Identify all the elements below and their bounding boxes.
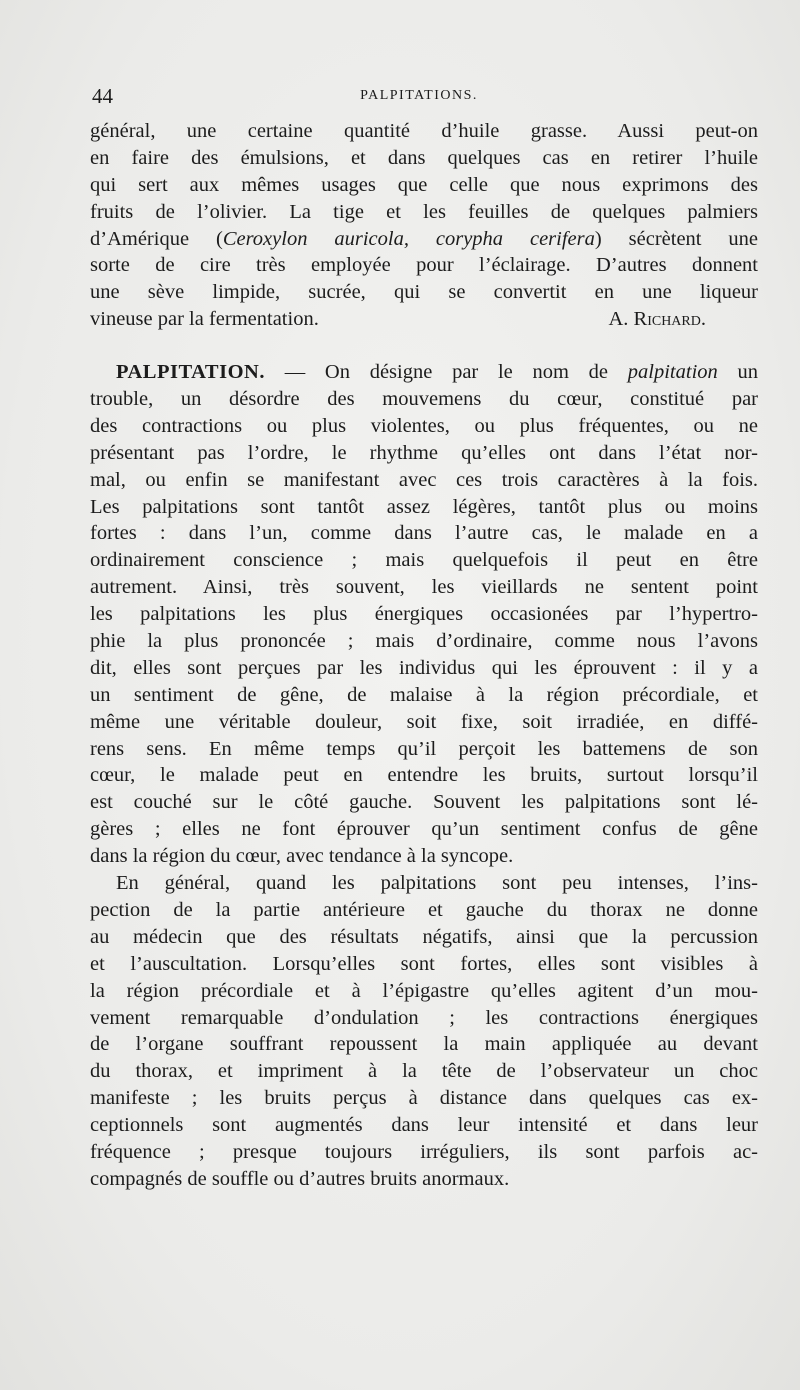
text-line: présentant pas l’ordre, le rhythme qu’elles ont dans l’état nor- [90,441,758,464]
text-line [90,306,758,333]
text-line: pection de la partie antérieure et gauche du thorax ne donne [90,898,758,921]
palmier-paragraph [90,118,758,333]
page-number: 44 [92,84,113,108]
text-line: la région précordiale et à l’épigastre qu’elles agitent d’un mou- [90,979,758,1002]
text-line: Les palpitations sont tantôt assez légères, tantôt plus ou moins [90,495,758,518]
text-line: et l’auscultation. Lorsqu’elles sont fortes, elles sont visibles à [90,952,758,975]
text-segment: — On désigne par le nom de [264,361,628,384]
second-paragraph [90,870,758,1193]
text-line: au médecin que des résultats négatifs, ainsi que la percussion [90,925,758,948]
author-signature: A. Richard. [608,308,706,331]
text-segment: ) sécrètent une [594,227,759,250]
text-line: les palpitations les plus énergiques occasionées par l’hypertro- [90,603,758,626]
text-line: cœur, le malade peut en entendre les bruits, surtout lorsqu’il [90,764,758,787]
text-line: ordinairement conscience ; mais quelquefois il peut en être [90,549,758,572]
text-line: un sentiment de gêne, de malaise à la région précordiale, et [90,683,758,706]
text-line: fréquence ; presque toujours irréguliers, ils sont parfois ac- [90,1140,758,1163]
text-line: en faire des émulsions, et dans quelques cas en retirer l’huile [90,146,758,169]
running-title: PALPITATIONS. [360,88,478,103]
text-line: compagnés de souffle ou d’autres bruits anormaux. [90,1167,510,1190]
text-segment: vineuse par la fermentation. [90,308,319,331]
text-segment: un [717,361,758,384]
text-line: du thorax, et impriment à la tête de l’observateur un choc [90,1060,758,1083]
text-line: gères ; elles ne font éprouver qu’un sentiment confus de gêne [90,818,758,841]
italic-species-names: Ceroxylon auricola, corypha cerifera [222,227,595,250]
text-line: même une véritable douleur, soit fixe, soit irradiée, en diffé- [90,710,758,733]
text-line: est couché sur le côté gauche. Souvent les palpitations sont lé- [90,791,758,814]
text-line: mal, ou enfin se manifestant avec ces trois caractères à la fois. [90,468,758,491]
entry-term: PALPITATION. [116,361,265,384]
text-line: trouble, un désordre des mouvemens du cœur, constitué par [90,388,758,411]
text-line: autrement. Ainsi, très souvent, les vieillards ne sentent point [90,576,758,599]
text-line: manifeste ; les bruits perçus à distance dans quelques cas ex- [90,1087,758,1110]
text-line: dit, elles sont perçues par les individus qui les éprouvent : il y a [90,656,758,679]
text-line: En général, quand les palpitations sont peu intenses, l’ins- [116,872,758,895]
text-line: rens sens. En même temps qu’il perçoit les battemens de son [90,737,758,760]
text-segment: d’Amérique ( [90,227,223,250]
text-line [90,226,758,253]
text-line: une sève limpide, sucrée, qui se convertit en une liqueur [90,281,758,304]
text-line: général, une certaine quantité d’huile grasse. Aussi peut-on [90,120,758,142]
italic-term: palpitation [627,361,718,384]
entry-heading-line [90,359,758,386]
text-line: fruits de l’olivier. La tige et les feuilles de quelques palmiers [90,200,758,223]
section-gap [90,333,758,359]
text-line: des contractions ou plus violentes, ou plus fréquentes, ou ne [90,414,758,437]
palpitation-entry [90,359,758,870]
text-line: phie la plus prononcée ; mais d’ordinaire, comme nous l’avons [90,630,758,653]
text-line: sorte de cire très employée pour l’éclairage. D’autres donnent [90,254,758,277]
body-text [90,118,758,1193]
text-line: fortes : dans l’un, comme dans l’autre cas, le malade en a [90,522,758,545]
text-line: de l’organe souffrant repoussent la main appliquée au devant [90,1033,758,1056]
text-line: dans la région du cœur, avec tendance à la syncope. [90,845,514,868]
text-line: qui sert aux mêmes usages que celle que nous exprimons des [90,173,758,196]
text-line: vement remarquable d’ondulation ; les contractions énergiques [90,1006,758,1029]
text-line: ceptionnels sont augmentés dans leur intensité et dans leur [90,1114,758,1137]
page-header [90,84,748,108]
